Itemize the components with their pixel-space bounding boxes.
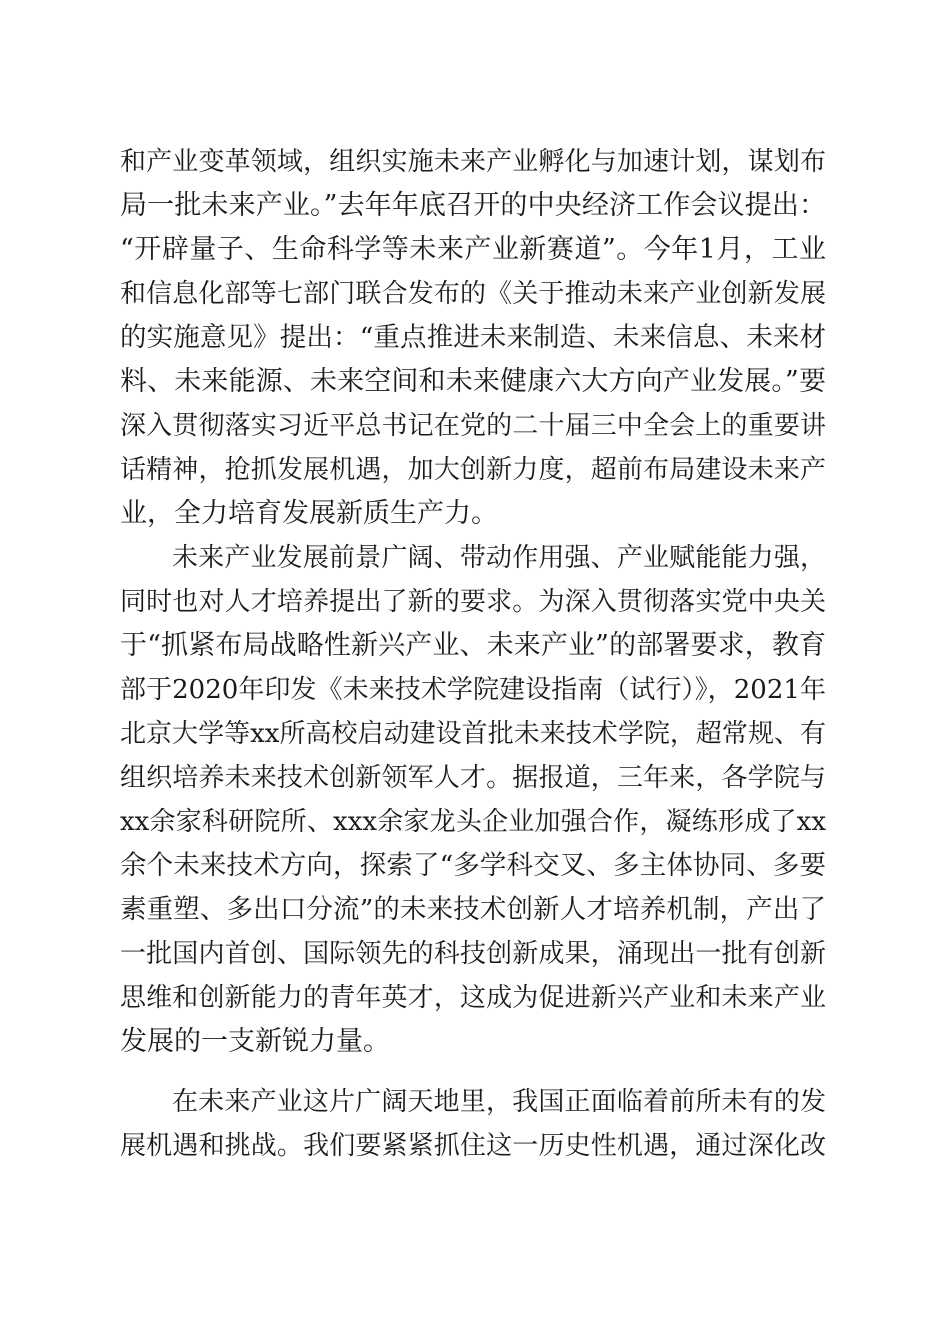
text-line: 素重塑、多出口分流”的未来技术创新人才培养机制，产出了 [120, 894, 826, 925]
text-line: 北京大学等xx所高校启动建设首批未来技术学院，超常规、有 [120, 719, 826, 749]
text-line: “开辟量子、生命科学等未来产业新赛道”。今年1月，工业 [120, 234, 826, 265]
text-line: 的实施意见》提出：“重点推进未来制造、未来信息、未来材 [120, 322, 826, 353]
text-line: 话精神，抢抓发展机遇，加大创新力度，超前布局建设未来产 [120, 455, 826, 485]
text-line: 同时也对人才培养提出了新的要求。为深入贯彻落实党中央关 [120, 587, 826, 617]
text-line: 和信息化部等七部门联合发布的《关于推动未来产业创新发展 [120, 279, 826, 309]
text-line: 和产业变革领域，组织实施未来产业孵化与加速计划，谋划布 [120, 147, 826, 177]
text-line: 展机遇和挑战。我们要紧紧抓住这一历史性机遇，通过深化改 [120, 1131, 826, 1161]
text-line: 部于2020年印发《未来技术学院建设指南（试行）》，2021年 [120, 675, 826, 705]
text-line: 一批国内首创、国际领先的科技创新成果，涌现出一批有创新 [120, 939, 826, 969]
text-line: 深入贯彻落实习近平总书记在党的二十届三中全会上的重要讲 [120, 411, 826, 441]
text-line: 未来产业发展前景广阔、带动作用强、产业赋能能力强， [172, 543, 826, 573]
text-line: 思维和创新能力的青年英才，这成为促进新兴产业和未来产业 [120, 983, 826, 1013]
text-line: 料、未来能源、未来空间和未来健康六大方向产业发展。”要 [120, 366, 826, 397]
text-line: 于“抓紧布局战略性新兴产业、未来产业”的部署要求，教育 [120, 630, 826, 661]
text-line: 发展的一支新锐力量。 [120, 1026, 390, 1057]
text-line: 业，全力培育发展新质生产力。 [120, 498, 498, 529]
text-line: 在未来产业这片广阔天地里，我国正面临着前所未有的发 [172, 1087, 826, 1117]
text-line: 组织培养未来技术创新领军人才。据报道，三年来，各学院与 [120, 763, 826, 793]
text-line: xx余家科研院所、xxx余家龙头企业加强合作，凝练形成了xx [120, 807, 826, 837]
text-line: 局一批未来产业。”去年年底召开的中央经济工作会议提出： [120, 190, 826, 221]
text-line: 余个未来技术方向，探索了“多学科交叉、多主体协同、多要 [120, 850, 826, 881]
